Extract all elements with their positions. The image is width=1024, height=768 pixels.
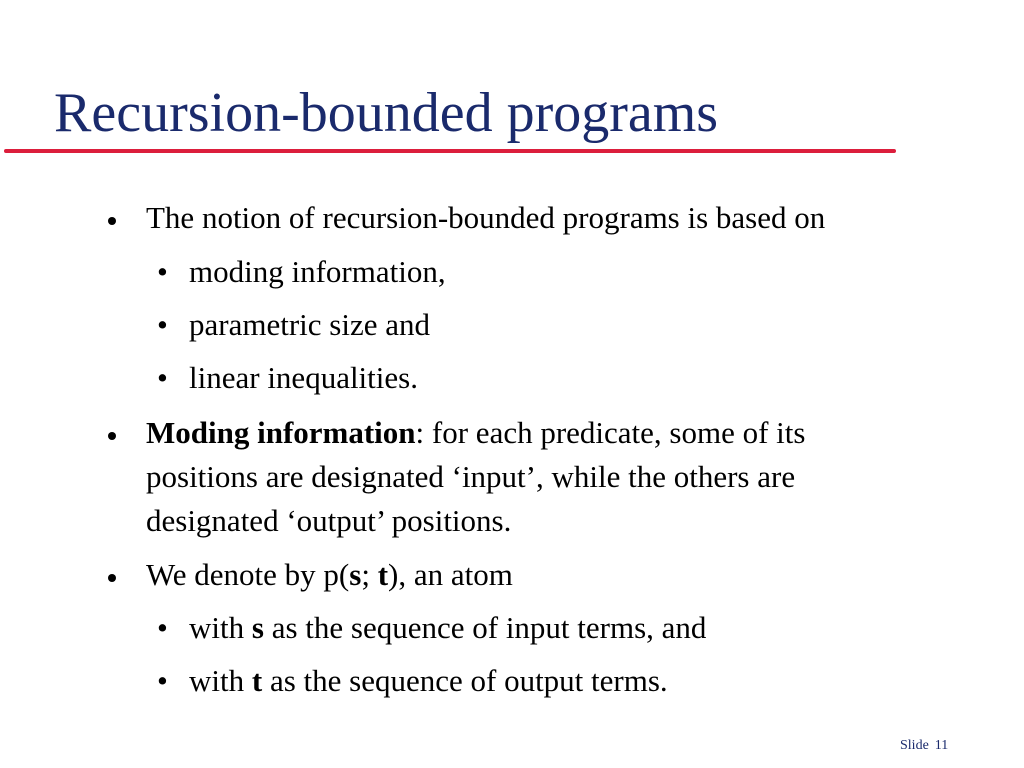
bullet-denote-atom (146, 553, 966, 597)
bullet-line: positions are designated ‘input’, while the others are (146, 459, 796, 494)
slide-label: Slide (900, 738, 929, 753)
sub-bullet-linear (157, 356, 418, 400)
bullet-text: ), an atom (388, 557, 513, 592)
bullet-text: We denote by p( (146, 557, 350, 592)
bullet-line: designated ‘output’ positions. (146, 503, 512, 538)
slide-number: 11 (934, 738, 949, 753)
sub-bullet-text: parametric size and (189, 307, 430, 342)
bullet-dot (108, 574, 116, 582)
sub-bullet-mark: • (157, 307, 168, 342)
bullet-dot (108, 217, 116, 225)
sub-bullet-text: as the sequence of input terms, and (263, 610, 707, 645)
sub-bullet-input-terms (157, 606, 707, 650)
bullet-recursion-bounded (146, 196, 966, 240)
sub-bullet-mark: • (157, 254, 168, 289)
sub-bullet-mark: • (157, 663, 168, 698)
sub-bullet-text: linear inequalities. (189, 360, 418, 395)
sub-bullet-text: as the sequence of output terms. (262, 663, 668, 698)
bullet-line (146, 411, 966, 455)
sub-bullet-text: with (189, 663, 252, 698)
sub-bullet-output-terms (157, 659, 668, 703)
bullet-moding-information (146, 411, 966, 543)
sub-bullet-moding (157, 250, 446, 294)
bullet-text: : for each predicate, some of its (415, 415, 806, 450)
bullet-dot (108, 432, 116, 440)
sub-bullet-mark: • (157, 360, 168, 395)
sub-bullet-text: moding information, (189, 254, 446, 289)
sub-bullet-text: with (189, 610, 252, 645)
sub-bullet-mark: • (157, 610, 168, 645)
bold-term: Moding information (146, 415, 416, 450)
slide-footer (900, 737, 954, 755)
bullet-text: The notion of recursion-bounded programs is based on (146, 200, 826, 235)
bold-t: t (251, 663, 263, 698)
separator: ; (361, 557, 378, 592)
bold-s: s (349, 557, 362, 592)
sub-bullet-parametric (157, 303, 430, 347)
bold-s: s (251, 610, 264, 645)
bold-t: t (377, 557, 389, 592)
slide-title: Recursion-bounded programs (54, 82, 719, 144)
